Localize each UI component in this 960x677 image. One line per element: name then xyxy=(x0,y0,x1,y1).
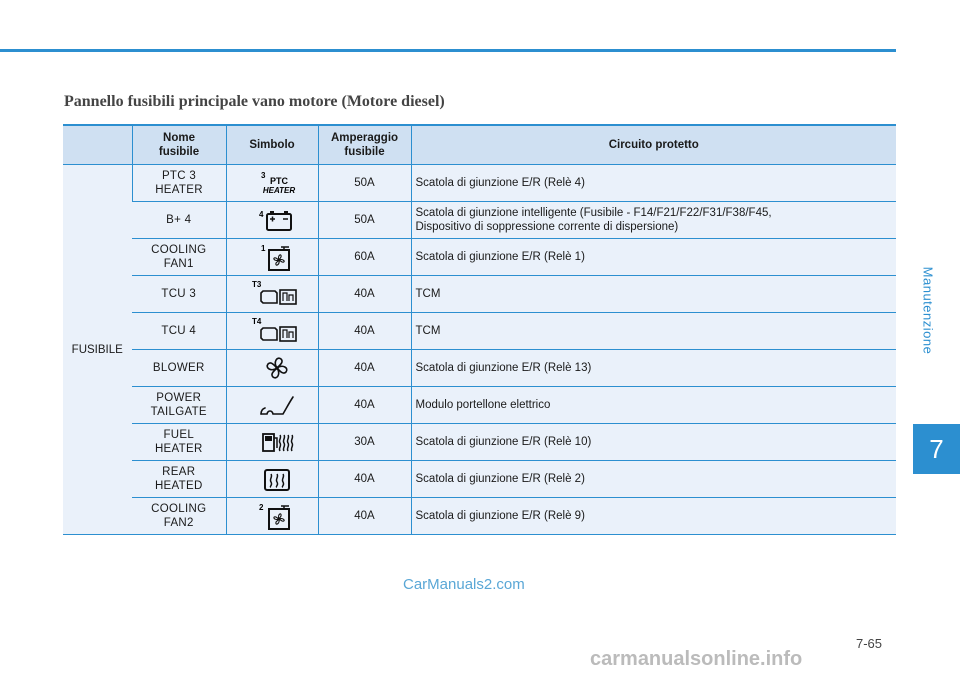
top-rule xyxy=(0,49,896,52)
fuse-symbol xyxy=(226,498,318,535)
fuse-name: B+ 4 xyxy=(132,202,226,239)
fuse-name: REAR HEATED xyxy=(132,461,226,498)
table-row xyxy=(63,387,896,424)
fuse-name: TCU 4 xyxy=(132,313,226,350)
fuse-amperage: 40A xyxy=(318,498,411,535)
fuse-amperage: 30A xyxy=(318,424,411,461)
fuse-amperage: 40A xyxy=(318,387,411,424)
fuse-circuit: TCM xyxy=(411,313,896,350)
fuse-amperage: 40A xyxy=(318,461,411,498)
page-title: Pannello fusibili principale vano motore (Motore diesel) xyxy=(64,93,445,110)
fuse-symbol xyxy=(226,313,318,350)
fuse-circuit: Modulo portellone elettrico xyxy=(411,387,896,424)
fuse-symbol xyxy=(226,350,318,387)
header-amperage: Amperaggio fusibile xyxy=(318,125,411,165)
fuse-name: COOLING FAN1 xyxy=(132,239,226,276)
fuse-circuit: TCM xyxy=(411,276,896,313)
table-row xyxy=(63,202,896,239)
fuse-name: COOLING FAN2 xyxy=(132,498,226,535)
page-number: 7-65 xyxy=(856,636,883,651)
fuse-symbol xyxy=(226,461,318,498)
blower-fan-icon xyxy=(231,350,323,386)
fuse-symbol xyxy=(226,276,318,313)
symbol-number: 3 xyxy=(260,171,265,180)
symbol-number: T3 xyxy=(251,280,261,289)
tcu-icon xyxy=(231,313,323,349)
fuse-symbol xyxy=(226,165,318,202)
watermark-footer: carmanualsonline.info xyxy=(590,648,803,670)
fuse-amperage: 40A xyxy=(318,350,411,387)
fuse-heater-icon xyxy=(231,424,323,460)
fuse-circuit: Scatola di giunzione E/R (Relè 10) xyxy=(411,424,896,461)
cooling-fan-icon xyxy=(231,239,323,275)
fuse-table xyxy=(63,124,896,535)
fuse-circuit: Scatola di giunzione E/R (Relè 4) xyxy=(411,165,896,202)
fuse-symbol xyxy=(226,202,318,239)
table-row xyxy=(63,424,896,461)
symbol-number: 4 xyxy=(258,210,263,219)
table-row xyxy=(63,350,896,387)
fuse-name: FUEL HEATER xyxy=(132,424,226,461)
table-row xyxy=(63,239,896,276)
tcu-icon xyxy=(231,276,323,312)
fuse-name: BLOWER xyxy=(132,350,226,387)
fuse-symbol xyxy=(226,239,318,276)
header-circuit: Circuito protetto xyxy=(411,125,896,165)
section-side-label xyxy=(896,200,960,420)
power-tailgate-icon xyxy=(231,387,323,423)
fuse-symbol xyxy=(226,424,318,461)
fuse-name: POWER TAILGATE xyxy=(132,387,226,424)
table-row xyxy=(63,276,896,313)
fuse-circuit: Scatola di giunzione E/R (Relè 1) xyxy=(411,239,896,276)
fuse-amperage: 50A xyxy=(318,202,411,239)
chapter-tab: 7 xyxy=(913,424,960,474)
fuse-symbol xyxy=(226,387,318,424)
fuse-circuit: Scatola di giunzione intelligente (Fusibile - F14/F21/F22/F31/F38/F45, Dispositivo di soppressione corrente di dispersione) xyxy=(411,202,896,239)
header-name: Nome fusibile xyxy=(132,125,226,165)
table-row xyxy=(63,313,896,350)
fuse-amperage: 40A xyxy=(318,276,411,313)
section-side-label-text: Manutenzione xyxy=(920,266,936,354)
fuse-amperage: 40A xyxy=(318,313,411,350)
symbol-text-line1: PTC xyxy=(269,176,288,186)
symbol-text-line2: HEATER xyxy=(262,186,295,195)
fuse-circuit: Scatola di giunzione E/R (Relè 9) xyxy=(411,498,896,535)
table-row xyxy=(63,498,896,535)
table-header-row xyxy=(63,125,896,165)
symbol-number: T4 xyxy=(251,317,261,326)
fuse-name: PTC 3 HEATER xyxy=(132,165,226,202)
fuse-amperage: 50A xyxy=(318,165,411,202)
symbol-number: 1 xyxy=(260,244,265,253)
group-label: FUSIBILE xyxy=(63,165,132,535)
symbol-number: 2 xyxy=(258,503,263,512)
battery-icon xyxy=(231,202,323,238)
header-group xyxy=(63,125,132,165)
fuse-circuit: Scatola di giunzione E/R (Relè 13) xyxy=(411,350,896,387)
fuse-circuit: Scatola di giunzione E/R (Relè 2) xyxy=(411,461,896,498)
rear-defrost-icon xyxy=(231,461,323,497)
header-symbol: Simbolo xyxy=(226,125,318,165)
fuse-name: TCU 3 xyxy=(132,276,226,313)
table-row xyxy=(63,461,896,498)
fuse-amperage: 60A xyxy=(318,239,411,276)
watermark-link[interactable]: CarManuals2.com xyxy=(403,576,525,593)
ptc-heater-icon xyxy=(231,165,323,201)
table-row xyxy=(63,165,896,202)
cooling-fan-icon xyxy=(231,498,323,534)
